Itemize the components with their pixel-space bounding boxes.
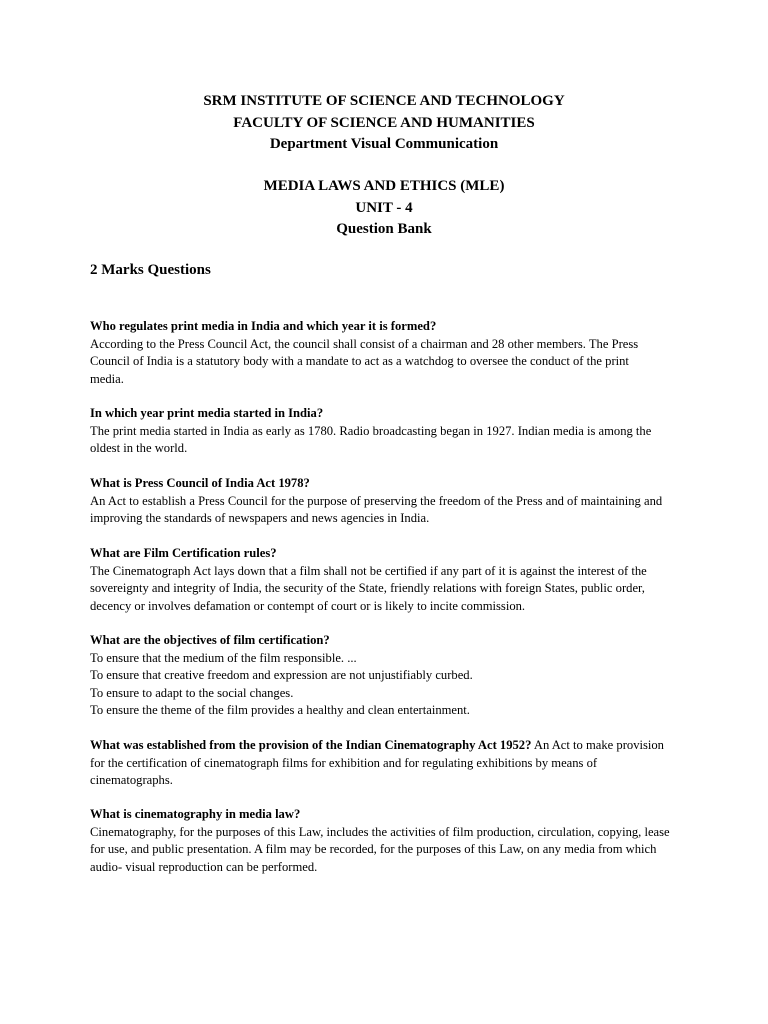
faculty-name: FACULTY OF SCIENCE AND HUMANITIES [233,114,535,131]
answer-inline: An Act to make provision [531,738,664,752]
answer-line: To ensure the theme of the film provides a healthy and clean entertainment. [90,703,470,718]
department-name: Department Visual Communication [269,136,499,152]
qa-item [90,405,680,458]
answer-line: for use, and public presentation. A film may be recorded, for the purposes of this Law, on any media from which [90,842,657,857]
answer-line: audio- visual reproduction can be performed. [90,859,318,874]
question: What is Press Council of India Act 1978? [90,476,310,490]
answer-line: cinematographs. [90,773,173,788]
question: What are the objectives of film certification? [90,633,330,647]
answer-line: To ensure to adapt to the social changes. [90,685,294,700]
qa-item [90,806,680,876]
answer-line: According to the Press Council Act, the council shall consist of a chairman and 28 other members. The Press [90,336,639,351]
qa-item [90,475,680,528]
answer-line: Council of India is a statutory body with a mandate to act as a watchdog to oversee the conduct of the print [90,354,629,369]
answer-line: decency or involves defamation or contempt of court or is likely to incite commission. [90,598,526,613]
answer-line: The Cinematograph Act lays down that a film shall not be certified if any part of it is against the interest of the [90,563,647,578]
answer-line: improving the standards of newspapers and news agencies in India. [90,511,430,526]
question: In which year print media started in India? [90,406,324,420]
answer-line: An Act to establish a Press Council for the purpose of preserving the freedom of the Press and of maintaining and [90,493,663,508]
unit-label: UNIT - 4 [355,199,413,216]
question: Who regulates print media in India and which year it is formed? [90,319,437,333]
qa-item [90,318,680,388]
qa-item [90,545,680,615]
answer-line: Cinematography, for the purposes of this Law, includes the activities of film production, circulation, copying, lease [90,824,670,839]
answer-line: To ensure that the medium of the film responsible. ... [90,650,357,665]
course-title: MEDIA LAWS AND ETHICS (MLE) [263,178,505,194]
question: What are Film Certification rules? [90,546,277,560]
question-line [90,737,680,755]
answer-line: sovereignty and integrity of India, the security of the State, friendly relations with foreign States, public order, [90,581,645,596]
answer-line: media. [90,371,124,386]
answer-line: oldest in the world. [90,441,188,456]
doc-type-label: Question Bank [336,221,432,237]
document-header [0,91,768,156]
question: What was established from the provision of the Indian Cinematography Act 1952? [90,738,532,752]
answer-line: for the certification of cinematograph films for exhibition and for regulating exhibitions by means of [90,755,598,770]
institute-name: SRM INSTITUTE OF SCIENCE AND TECHNOLOGY [203,93,565,109]
question: What is cinematography in media law? [90,807,301,821]
qa-item [90,737,680,790]
section-title: 2 Marks Questions [90,262,211,278]
answer-line: To ensure that creative freedom and expression are not unjustifiably curbed. [90,668,473,683]
course-header [0,176,768,241]
answer-line: The print media started in India as early as 1780. Radio broadcasting began in 1927. Indian media is among the [90,423,652,438]
qa-item [90,632,680,720]
